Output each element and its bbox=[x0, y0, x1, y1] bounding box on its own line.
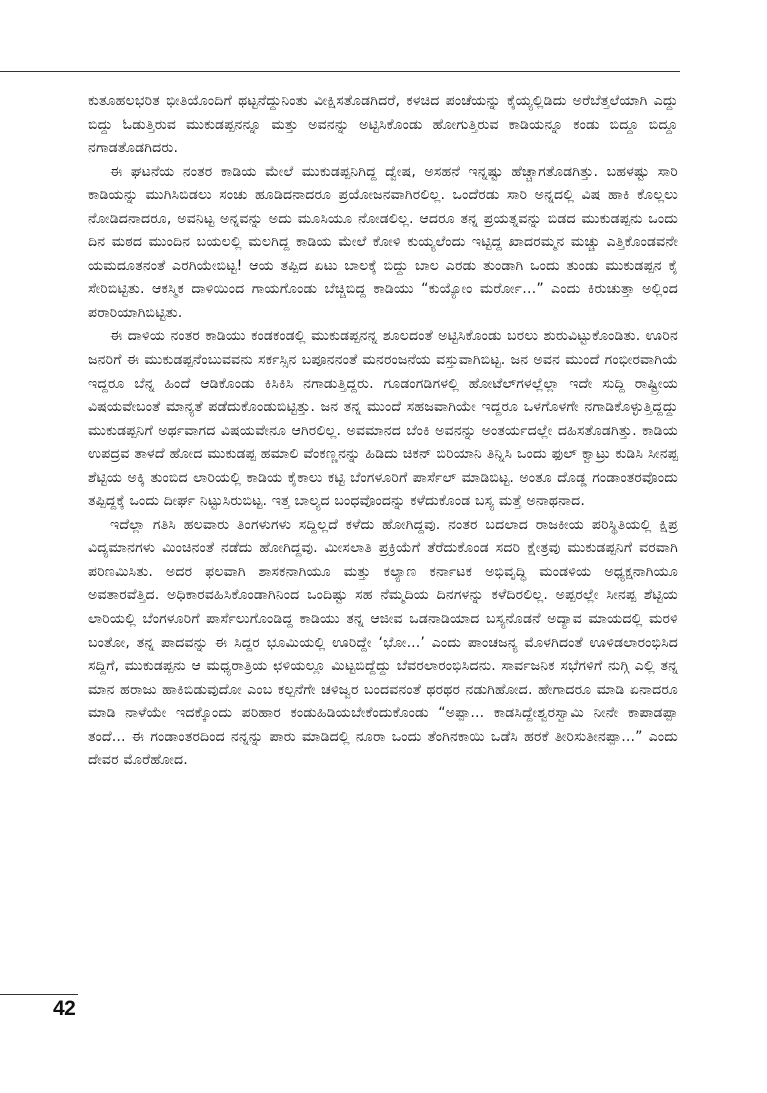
footer-rule bbox=[0, 994, 78, 995]
page-number: 42 bbox=[53, 997, 76, 1020]
header-rule bbox=[0, 71, 680, 72]
paragraph: ಈ ಘಟನೆಯ ನಂತರ ಕಾಡಿಯ ಮೇಲೆ ಮುಕುಡಪ್ಪನಿಗಿದ್ದ ದ್ವೇಷ, ಅಸಹನೆ ಇನ್ನಷ್ಟು ಹೆಚ್ಚಾಗತೊಡಗಿತ್ತು. ಬಹಳಷ್ಟು ಸಾರಿ ಕಾಡಿಯನ್ನು ಮುಗಿಸಿಬಿಡಲು ಸಂಚು ಹೂಡಿದನಾದರೂ ಪ್ರಯೋಜನವಾಗಿರಲಿಲ್ಲ. ಒಂದೆರಡು ಸಾರಿ ಅನ್ನದಲ್ಲಿ ವಿಷ ಹಾಕಿ ಕೊಲ್ಲಲು ನೋಡಿದನಾದರೂ, ಅವನಿಟ್ಟ ಅನ್ನವನ್ನು ಅದು ಮೂಸಿಯೂ ನೋಡಲಿಲ್ಲ. ಆದರೂ ತನ್ನ ಪ್ರಯತ್ನವನ್ನು ಬಿಡದ ಮುಕುಡಪ್ಪನು ಒಂದು ದಿನ ಮಠದ ಮುಂದಿನ ಬಯಲಲ್ಲಿ ಮಲಗಿದ್ದ ಕಾಡಿಯ ಮೇಲೆ ಕೋಳಿ ಕುಯ್ಯಲೆಂದು ಇಟ್ಟಿದ್ದ ಖಾದರಮ್ಮನ ಮಚ್ಚು ಎತ್ತಿಕೊಂಡವನೇ ಯಮದೂತನಂತೆ ಎರಗಿಯೇಬಿಟ್ಟ! ಆಯ ತಪ್ಪಿದ ಏಟು ಬಾಲಕ್ಕೆ ಬಿದ್ದು ಬಾಲ ಎರಡು ತುಂಡಾಗಿ ಒಂದು ತುಂಡು ಮುಕುಡಪ್ಪನ ಕೈ ಸೇರಿಬಿಟ್ಟಿತು. ಆಕಸ್ಮಿಕ ದಾಳಿಯಿಂದ ಗಾಯಗೊಂಡು ಬೆಚ್ಚಿಬಿದ್ದ ಕಾಡಿಯು “ಕುಯ್ಯೋಂ ಮರ್ರೋ…” ಎಂದು ಕಿರುಚುತ್ತಾ ಅಲ್ಲಿಂದ ಪರಾರಿಯಾಗಿಬಿಟ್ಟಿತು. bbox=[88, 163, 678, 321]
body-text bbox=[88, 90, 678, 773]
paragraph: ಇದೆಲ್ಲಾ ಗತಿಸಿ ಹಲವಾರು ತಿಂಗಳುಗಳು ಸದ್ದಿಲ್ಲದೆ ಕಳೆದು ಹೋಗಿದ್ದವು. ನಂತರ ಬದಲಾದ ರಾಜಕೀಯ ಪರಿಸ್ಥಿತಿಯಲ್ಲಿ ಕ್ಷಿಪ್ರ ವಿದ್ಯಮಾನಗಳು ಮಿಂಚಿನಂತೆ ನಡೆದು ಹೋಗಿದ್ದವು. ಮೀಸಲಾತಿ ಪ್ರಕ್ರಿಯೆಗೆ ತೆರೆದುಕೊಂಡ ಸದರಿ ಕ್ಷೇತ್ರವು ಮುಕುಡಪ್ಪನಿಗೆ ವರವಾಗಿ ಪರಿಣಮಿಸಿತು. ಅದರ ಫಲವಾಗಿ ಶಾಸಕನಾಗಿಯೂ ಮತ್ತು ಕಲ್ಯಾಣ ಕರ್ನಾಟಕ ಅಭಿವೃದ್ಧಿ ಮಂಡಳಿಯ ಅಧ್ಯಕ್ಷನಾಗಿಯೂ ಅವತಾರವೆತ್ತಿದ. ಅಧಿಕಾರವಹಿಸಿಕೊಂಡಾಗಿನಿಂದ ಒಂದಿಷ್ಟು ಸಹ ನೆಮ್ಮದಿಯ ದಿನಗಳನ್ನು ಕಳೆದಿರಲಿಲ್ಲ. ಅಪ್ಪರಲ್ಲೇ ಸೀನಪ್ಪ ಶೆಟ್ಟಿಯ ಲಾರಿಯಲ್ಲಿ ಬೆಂಗಳೂರಿಗೆ ಪಾರ್ಸೆಲುಗೊಂಡಿದ್ದ ಕಾಡಿಯು ತನ್ನ ಆಜೀವ ಒಡನಾಡಿಯಾದ ಬಸ್ಯನೊಡನೆ ಅದ್ಯಾವ ಮಾಯದಲ್ಲಿ ಮರಳಿ ಬಂತೋ, ತನ್ನ ಪಾದವನ್ನು ಈ ಸಿದ್ದರ ಭೂಮಿಯಲ್ಲಿ ಊರಿದ್ದೇ ‘ಭೋ...’ ಎಂದು ಪಾಂಚಜನ್ಯ ಮೊಳಗಿದಂತೆ ಊಳಿಡಲಾರಂಭಿಸಿದ ಸದ್ದಿಗೆ, ಮುಕುಡಪ್ಪನು ಆ ಮಧ್ಯರಾತ್ರಿಯ ಛಳಿಯಲ್ಲೂ ಮಿಟ್ಟಬಿದ್ದೆದ್ದು ಬೆವರಲಾರಂಭಿಸಿದನು. ಸಾರ್ವಜನಿಕ ಸಭೆಗಳಿಗೆ ನುಗ್ಗಿ ಎಲ್ಲಿ ತನ್ನ ಮಾನ ಹರಾಜು ಹಾಕಿಬಿಡುವುದೋ ಎಂಬ ಕಲ್ಪನೆಗೇ ಚಳಿಜ್ವರ ಬಂದವನಂತೆ ಥರಥರ ನಡುಗಿಹೋದ. ಹೇಗಾದರೂ ಮಾಡಿ ಏನಾದರೂ ಮಾಡಿ ನಾಳೆಯೇ ಇದಕ್ಕೊಂದು ಪರಿಹಾರ ಕಂಡುಹಿಡಿಯಬೇಕೆಂದುಕೊಂಡು “ಅಪ್ಪಾ... ಕಾಡಸಿದ್ದೇಶ್ವರಸ್ವಾಮಿ ನೀನೇ ಕಾಪಾಡಪ್ಪಾ ತಂದೆ... ಈ ಗಂಡಾಂತರದಿಂದ ನನ್ನನ್ನು ಪಾರು ಮಾಡಿದಲ್ಲಿ ನೂರಾ ಒಂದು ತೆಂಗಿನಕಾಯಿ ಒಡೆಸಿ ಹರಕೆ ತೀರಿಸುತೀನಪ್ಪಾ...” ಎಂದು ದೇವರ ಮೊರೆಹೋದ. bbox=[88, 516, 678, 769]
paragraph: ಕುತೂಹಲಭರಿತ ಭೀತಿಯೊಂದಿಗೆ ಥಟ್ಟನೆದ್ದುನಿಂತು ವೀಕ್ಷಿಸತೊಡಗಿದರೆ, ಕಳಚಿದ ಪಂಚೆಯನ್ನು ಕೈಯ್ಯಲ್ಲಿಡಿದು ಅರೆಬೆತ್ತಲೆಯಾಗಿ ಎದ್ದು ಬಿದ್ದು ಓಡುತ್ತಿರುವ ಮುಕುಡಪ್ಪನನ್ನೂ ಮತ್ತು ಅವನನ್ನು ಅಟ್ಟಿಸಿಕೊಂಡು ಹೋಗುತ್ತಿರುವ ಕಾಡಿಯನ್ನೂ ಕಂಡು ಬಿದ್ದೂ ಬಿದ್ದೂ ನಗಾಡತೊಡಗಿದರು. bbox=[88, 93, 678, 157]
paragraph: ಈ ದಾಳಿಯ ನಂತರ ಕಾಡಿಯು ಕಂಡಕಂಡಲ್ಲಿ ಮುಕುಡಪ್ಪನನ್ನ ಶೂಲದಂತೆ ಅಟ್ಟಿಸಿಕೊಂಡು ಬರಲು ಶುರುವಿಟ್ಟುಕೊಂಡಿತು. ಊರಿನ ಜನರಿಗೆ ಈ ಮುಕುಡಪ್ಪನೆಂಬುವವನು ಸರ್ಕಸ್ಸಿನ ಬಪೂನನಂತೆ ಮನರಂಜನೆಯ ವಸ್ತುವಾಗಿಬಿಟ್ಟ. ಜನ ಅವನ ಮುಂದೆ ಗಂಭೀರವಾಗಿಯೆ ಇದ್ದರೂ ಬೆನ್ನ ಹಿಂದೆ ಆಡಿಕೊಂಡು ಕಿಸಿಕಿಸಿ ನಗಾಡುತ್ತಿದ್ದರು. ಗೂಡಂಗಡಿಗಳಲ್ಲಿ ಹೋಟೆಲ್‌ಗಳಲ್ಲೆಲ್ಲಾ ಇದೇ ಸುದ್ದಿ ರಾಷ್ಟ್ರೀಯ ವಿಷಯವೇಬಂತೆ ಮಾನ್ಯತೆ ಪಡೆದುಕೊಂಡುಬಿಟ್ಟಿತ್ತು. ಜನ ತನ್ನ ಮುಂದೆ ಸಹಜವಾಗಿಯೇ ಇದ್ದರೂ ಒಳಗೊಳಗೇ ನಗಾಡಿಕೊಳ್ಳುತ್ತಿದ್ದದ್ದು ಮುಕುಡಪ್ಪನಿಗೆ ಅರ್ಥವಾಗದ ವಿಷಯವೇನೂ ಆಗಿರಲಿಲ್ಲ. ಅವಮಾನದ ಬೆಂಕಿ ಅವನನ್ನು ಅಂತರ್ಯದಲ್ಲೇ ದಹಿಸತೊಡಗಿತ್ತು. ಕಾಡಿಯ ಉಪದ್ರವ ತಾಳದೆ ಹೋದ ಮುಕುಡಪ್ಪ ಹಮಾಲಿ ವೆಂಕಣ್ಣನನ್ನು ಹಿಡಿದು ಚಿಕನ್ ಬಿರಿಯಾನಿ ತಿನ್ನಿಸಿ ಒಂದು ಫುಲ್ ಕ್ವಾಟ್ರು ಕುಡಿಸಿ ಸೀನಪ್ಪ ಶೆಟ್ಟಿಯ ಅಕ್ಕಿ ತುಂಬಿದ ಲಾರಿಯಲ್ಲಿ ಕಾಡಿಯ ಕೈಕಾಲು ಕಟ್ಟಿ ಬೆಂಗಳೂರಿಗೆ ಪಾರ್ಸೆಲ್ ಮಾಡಿಬಿಟ್ಟ. ಅಂತೂ ದೊಡ್ಡ ಗಂಡಾಂತರವೊಂದು ತಪ್ಪಿದ್ದಕ್ಕೆ ಒಂದು ದೀರ್ಘ ನಿಟ್ಟುಸಿರುಬಿಟ್ಟ. ಇತ್ತ ಬಾಲ್ಯದ ಬಂಧವೊಂದನ್ನು ಕಳೆದುಕೊಂಡ ಬಸ್ಯ ಮತ್ತೆ ಅನಾಥನಾದ. bbox=[88, 328, 678, 510]
page-footer bbox=[0, 994, 80, 1024]
